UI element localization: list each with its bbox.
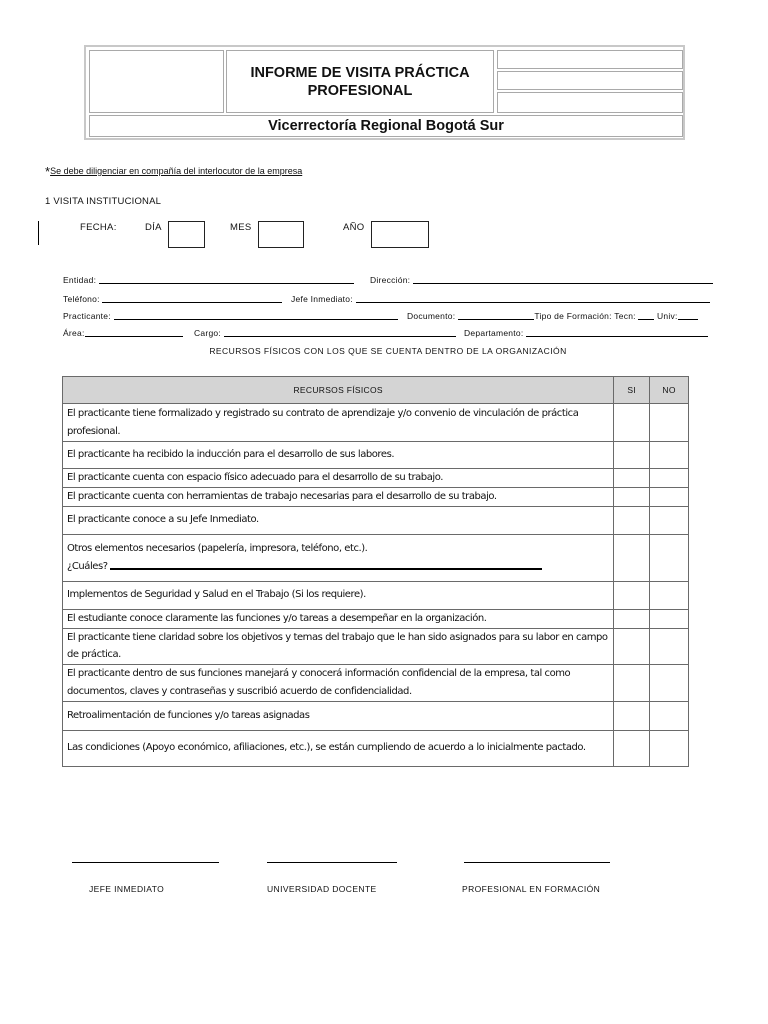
- table-row: [63, 609, 689, 628]
- resource-text: El practicante cuenta con espacio físico adecuado para el desarrollo de su trabajo.: [63, 469, 614, 488]
- no-checkbox[interactable]: [650, 404, 689, 442]
- table-row: [63, 628, 689, 664]
- telefono-row: [63, 294, 282, 304]
- si-checkbox[interactable]: [614, 609, 650, 628]
- document-subtitle: Vicerrectoría Regional Bogotá Sur: [89, 115, 683, 137]
- table-header-row: [63, 377, 689, 404]
- resource-cell: [63, 534, 614, 581]
- si-checkbox[interactable]: [614, 442, 650, 469]
- resource-text: El practicante cuenta con herramientas de trabajo necesarias para el desarrollo de su trabajo.: [63, 488, 614, 507]
- si-checkbox[interactable]: [614, 701, 650, 730]
- jefe-label: Jefe Inmediato:: [291, 294, 353, 304]
- documento-row: [407, 311, 698, 321]
- resource-text: El practicante ha recibido la inducción para el desarrollo de sus labores.: [63, 442, 614, 469]
- departamento-row: [464, 328, 708, 338]
- document-header: [84, 45, 685, 140]
- univ-label: Univ:: [657, 311, 678, 321]
- table-row: [63, 488, 689, 507]
- resource-text: El practicante conoce a su Jefe Inmediato.: [63, 506, 614, 534]
- documento-label: Documento:: [407, 311, 456, 321]
- si-checkbox[interactable]: [614, 534, 650, 581]
- date-cell: [497, 92, 683, 113]
- year-label: AÑO: [343, 222, 365, 233]
- tipo-formacion-label: Tipo de Formación: Tecn:: [534, 311, 636, 321]
- column-header-si: SI: [614, 377, 650, 404]
- resource-text: El estudiante conoce claramente las funciones y/o tareas a desempeñar en la organización.: [63, 609, 614, 628]
- instruction-note: [45, 164, 302, 179]
- resource-text: El practicante tiene claridad sobre los objetivos y temas del trabajo que le han sido asignados para su labor en campo de práctica.: [63, 628, 614, 664]
- logo-cell: [89, 50, 224, 113]
- table-caption: RECURSOS FÍSICOS CON LOS QUE SE CUENTA DENTRO DE LA ORGANIZACIÓN: [209, 346, 567, 356]
- no-checkbox[interactable]: [650, 488, 689, 507]
- instruction-text: Se debe diligenciar en compañía del interlocutor de la empresa: [50, 166, 303, 176]
- resource-text: Implementos de Seguridad y Salud en el Trabajo (Si los requiere).: [63, 581, 614, 609]
- si-checkbox[interactable]: [614, 628, 650, 664]
- signature-label-universidad: UNIVERSIDAD DOCENTE: [267, 884, 377, 894]
- jefe-field[interactable]: [356, 294, 710, 303]
- telefono-label: Teléfono:: [63, 294, 100, 304]
- table-row: [63, 534, 689, 581]
- no-checkbox[interactable]: [650, 534, 689, 581]
- practicante-field[interactable]: [114, 311, 398, 320]
- documento-field[interactable]: [458, 311, 534, 320]
- si-checkbox[interactable]: [614, 404, 650, 442]
- table-row: [63, 469, 689, 488]
- entidad-row: [63, 275, 354, 285]
- jefe-row: [291, 294, 710, 304]
- si-checkbox[interactable]: [614, 469, 650, 488]
- tecn-field[interactable]: [638, 311, 654, 320]
- table-row: [63, 581, 689, 609]
- no-checkbox[interactable]: [650, 469, 689, 488]
- day-label: DÍA: [145, 222, 162, 233]
- direccion-label: Dirección:: [370, 275, 411, 285]
- version-cell: [497, 71, 683, 90]
- year-field[interactable]: [371, 221, 429, 248]
- cuales-row: [67, 558, 609, 576]
- section-title: 1 VISITA INSTITUCIONAL: [45, 196, 162, 207]
- code-cell: [497, 50, 683, 69]
- column-header-no: NO: [650, 377, 689, 404]
- resource-text: Retroalimentación de funciones y/o tareas asignadas: [63, 701, 614, 730]
- si-checkbox[interactable]: [614, 581, 650, 609]
- si-checkbox[interactable]: [614, 664, 650, 701]
- asterisk: *: [45, 164, 51, 179]
- signature-label-jefe: JEFE INMEDIATO: [89, 884, 165, 894]
- no-checkbox[interactable]: [650, 628, 689, 664]
- resource-text: El practicante dentro de sus funciones manejará y conocerá información confidencial de la empresa, tal como documentos, claves y contraseñas y suscribió acuerdo de confidencialidad.: [63, 664, 614, 701]
- area-label: Área:: [63, 328, 85, 338]
- area-row: [63, 328, 183, 338]
- table-row: [63, 701, 689, 730]
- resource-text: Las condiciones (Apoyo económico, afiliaciones, etc.), se están cumpliendo de acuerdo a lo inicialmente pactado.: [63, 730, 614, 766]
- table-row: [63, 730, 689, 766]
- column-header-resources: RECURSOS FÍSICOS: [63, 377, 614, 404]
- signature-line-profesional[interactable]: [464, 862, 610, 863]
- direccion-row: [370, 275, 713, 285]
- departamento-field[interactable]: [526, 328, 708, 337]
- practicante-row: [63, 311, 398, 321]
- entidad-field[interactable]: [99, 275, 354, 284]
- cuales-label: ¿Cuáles?: [67, 560, 108, 572]
- no-checkbox[interactable]: [650, 609, 689, 628]
- no-checkbox[interactable]: [650, 701, 689, 730]
- table-row: [63, 506, 689, 534]
- si-checkbox[interactable]: [614, 488, 650, 507]
- no-checkbox[interactable]: [650, 442, 689, 469]
- univ-field[interactable]: [678, 311, 698, 320]
- document-title: INFORME DE VISITA PRÁCTICA PROFESIONAL: [226, 50, 494, 113]
- direccion-field[interactable]: [413, 275, 713, 284]
- date-label: FECHA:: [80, 222, 117, 233]
- no-checkbox[interactable]: [650, 506, 689, 534]
- cuales-field[interactable]: [110, 559, 542, 570]
- no-checkbox[interactable]: [650, 664, 689, 701]
- si-checkbox[interactable]: [614, 730, 650, 766]
- day-field[interactable]: [168, 221, 205, 248]
- month-label: MES: [230, 222, 252, 233]
- departamento-label: Departamento:: [464, 328, 524, 338]
- table-row: [63, 442, 689, 469]
- area-field[interactable]: [85, 328, 183, 337]
- practicante-label: Practicante:: [63, 311, 111, 321]
- month-field[interactable]: [258, 221, 304, 248]
- cargo-row: [194, 328, 456, 338]
- si-checkbox[interactable]: [614, 506, 650, 534]
- signature-line-jefe[interactable]: [72, 862, 219, 863]
- cargo-label: Cargo:: [194, 328, 222, 338]
- table-row: [63, 664, 689, 701]
- cargo-field[interactable]: [224, 328, 456, 337]
- text-cursor: [38, 221, 39, 245]
- signature-line-universidad[interactable]: [267, 862, 397, 863]
- telefono-field[interactable]: [102, 294, 282, 303]
- no-checkbox[interactable]: [650, 581, 689, 609]
- signature-label-profesional: PROFESIONAL EN FORMACIÓN: [462, 884, 601, 894]
- no-checkbox[interactable]: [650, 730, 689, 766]
- entidad-label: Entidad:: [63, 275, 97, 285]
- resource-text: Otros elementos necesarios (papelería, impresora, teléfono, etc.).: [67, 543, 368, 554]
- resource-text: El practicante tiene formalizado y registrado su contrato de aprendizaje y/o convenio de vinculación de práctica profesional.: [63, 404, 614, 442]
- resources-table: [62, 376, 689, 767]
- table-row: [63, 404, 689, 442]
